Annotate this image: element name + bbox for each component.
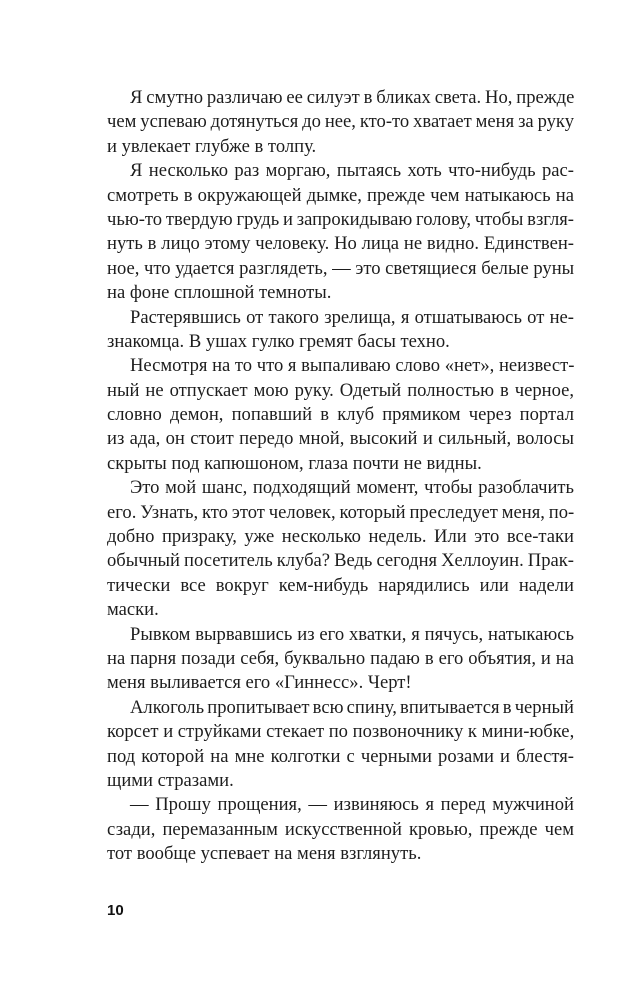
- text-line: ное, что удается разглядеть, — это светящиеся белые руны: [107, 257, 575, 279]
- text-line: на парня позади себя, буквально падаю в его объятия, и на: [107, 647, 574, 669]
- paragraph-3: [107, 306, 574, 355]
- text-line: словно демон, попавший в клуб прямиком через портал: [107, 404, 574, 426]
- text-line: сзади, перемазанным искусственной кровью, прежде чем: [107, 818, 574, 840]
- text-line: знакомца. В ушах гулко гремят басы техно.: [107, 330, 450, 352]
- text-line: тот вообще успевает на меня взглянуть.: [107, 843, 422, 865]
- text-line: корсет и струйками стекает по позвоночнику к мини-юбке,: [107, 721, 575, 743]
- text-line: его. Узнать, кто этот человек, который преследует меня, по-: [107, 501, 575, 523]
- text-line: — Прошу прощения, — извиняюсь я перед мужчиной: [130, 794, 574, 816]
- text-line: Алкоголь пропитывает всю спину, впитывается в черный: [130, 696, 574, 718]
- page-body: [107, 86, 574, 867]
- text-line: и увлекает глубже в толпу.: [107, 135, 317, 157]
- text-line: Я несколько раз моргаю, пытаясь хоть что-нибудь рас-: [130, 160, 574, 182]
- paragraph-5: [107, 476, 574, 622]
- text-line: ный не отпускает мою руку. Одетый полностью в черное,: [107, 379, 574, 401]
- paragraph-6: [107, 623, 574, 696]
- text-line: скрыты под капюшоном, глаза почти не видны.: [107, 452, 482, 474]
- paragraph-2: [107, 159, 574, 305]
- text-line: чем успеваю дотянуться до нее, кто-то хватает меня за руку: [107, 111, 574, 133]
- text-line: щими стразами.: [107, 769, 234, 791]
- text-line: нуть в лицо этому человеку. Но лица не видно. Единствен-: [107, 233, 574, 255]
- paragraph-8: [107, 793, 574, 866]
- page-number: 10: [107, 902, 124, 919]
- paragraph-4: [107, 354, 574, 476]
- text-line: Растерявшись от такого зрелища, я отшатываюсь от не-: [130, 306, 574, 328]
- text-line: меня выливается его «Гиннесс». Черт!: [107, 672, 412, 694]
- paragraph-1: [107, 86, 574, 159]
- text-line: смотреть в окружающей дымке, прежде чем натыкаюсь на: [107, 184, 574, 206]
- text-line: из ада, он стоит передо мной, высокий и сильный, волосы: [107, 428, 574, 450]
- text-line: чью-то твердую грудь и запрокидываю голову, чтобы взгля-: [107, 208, 574, 230]
- text-line: на фоне сплошной темноты.: [107, 282, 332, 304]
- text-line: Это мой шанс, подходящий момент, чтобы разоблачить: [130, 477, 574, 499]
- text-line: обычный посетитель клуба? Ведь сегодня Хеллоуин. Прак-: [107, 550, 574, 572]
- text-line: Рывком вырвавшись из его хватки, я пячусь, натыкаюсь: [130, 623, 574, 645]
- text-line: под которой на мне колготки с черными розами и блестя-: [107, 745, 574, 767]
- text-line: Несмотря на то что я выпаливаю слово «нет», неизвест-: [130, 355, 575, 377]
- paragraph-7: [107, 696, 574, 794]
- text-line: тически все вокруг кем-нибудь нарядились или надели: [107, 574, 574, 596]
- text-line: добно призраку, уже несколько недель. Или это все-таки: [107, 526, 574, 548]
- text-line: Я смутно различаю ее силуэт в бликах света. Но, прежде: [130, 87, 575, 108]
- text-line: маски.: [107, 599, 159, 621]
